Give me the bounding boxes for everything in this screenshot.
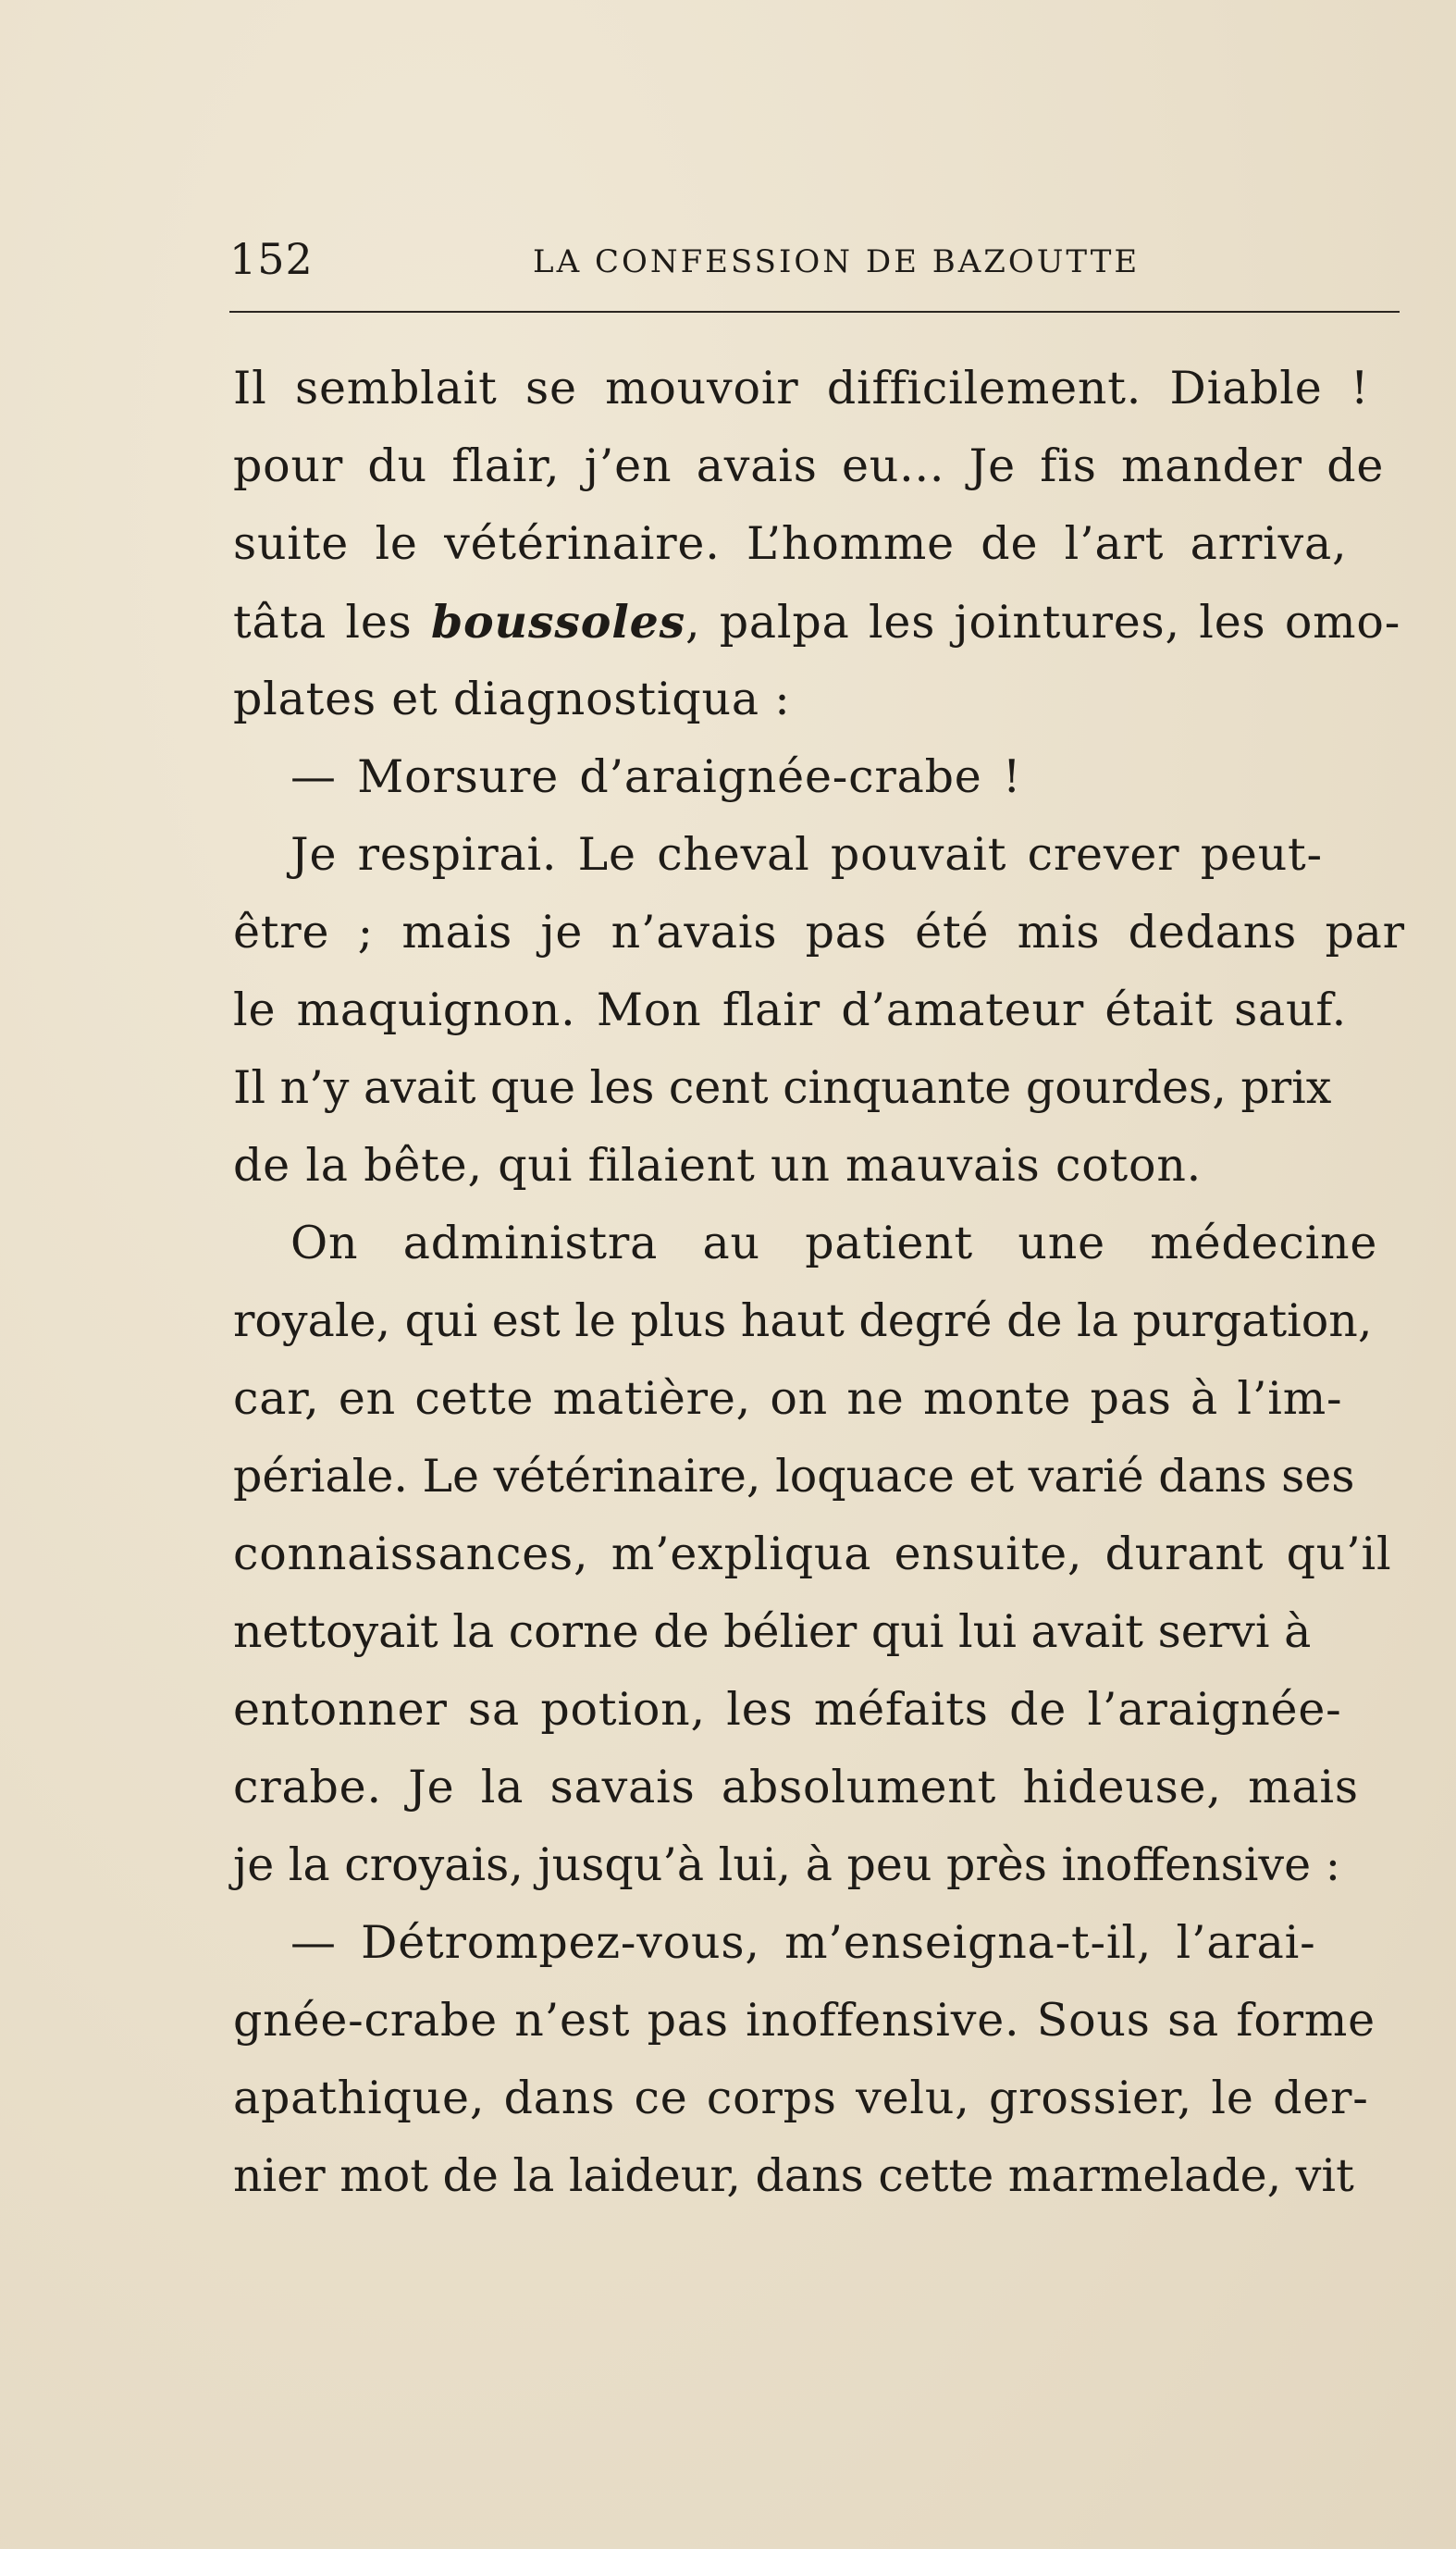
text-line: nier mot de la laideur, dans cette marmelade, vit bbox=[233, 2149, 1354, 2202]
text-line: périale. Le vétérinaire, loquace et varié dans ses bbox=[233, 1450, 1355, 1503]
page-number: 152 bbox=[229, 234, 314, 284]
text-line: être ; mais je n’avais pas été mis dedans par bbox=[233, 906, 1405, 959]
text-line: connaissances, m’expliqua ensuite, durant qu’il bbox=[233, 1528, 1392, 1580]
text-line: Il semblait se mouvoir difficilement. Diable ! bbox=[233, 362, 1370, 415]
page-header bbox=[229, 231, 1395, 287]
text-line: gnée-crabe n’est pas inoffensive. Sous sa forme bbox=[233, 1994, 1376, 2047]
text-line: crabe. Je la savais absolument hideuse, mais bbox=[233, 1761, 1359, 1813]
text-line: car, en cette matière, on ne monte pas à l’im- bbox=[233, 1372, 1343, 1425]
text-line: — Détrompez-vous, m’enseigna-t-il, l’arai- bbox=[290, 1916, 1316, 1969]
text-line: suite le vétérinaire. L’homme de l’art arriva, bbox=[233, 517, 1348, 570]
text-line bbox=[233, 583, 1417, 661]
line-text: tâta les bbox=[233, 596, 431, 649]
text-line: apathique, dans ce corps velu, grossier, le der- bbox=[233, 2072, 1369, 2124]
emphasized-word: boussoles bbox=[430, 595, 685, 649]
text-line: — Morsure d’araignée-crabe ! bbox=[290, 750, 1022, 803]
text-line: royale, qui est le plus haut degré de la purgation, bbox=[233, 1294, 1373, 1347]
text-line: plates et diagnostiqua : bbox=[233, 673, 791, 725]
text-line: entonner sa potion, les méfaits de l’araignée- bbox=[233, 1683, 1342, 1736]
text-line: le maquignon. Mon flair d’amateur était sauf. bbox=[233, 984, 1347, 1036]
text-line: pour du flair, j’en avais eu... Je fis mander de bbox=[233, 439, 1385, 492]
running-title: LA CONFESSION DE BAZOUTTE bbox=[533, 243, 1141, 280]
text-line: nettoyait la corne de bélier qui lui avait servi à bbox=[233, 1605, 1312, 1658]
line-text: , palpa les jointures, les omo- bbox=[685, 596, 1401, 649]
header-rule bbox=[229, 311, 1400, 313]
body-text bbox=[233, 350, 1417, 2215]
text-line: On administra au patient une médecine bbox=[290, 1217, 1378, 1269]
text-line: je la croyais, jusqu’à lui, à peu près inoffensive : bbox=[233, 1838, 1341, 1891]
text-line: Il n’y avait que les cent cinquante gourdes, prix bbox=[233, 1061, 1332, 1114]
text-line: Je respirai. Le cheval pouvait crever peut- bbox=[290, 828, 1323, 881]
text-line: de la bête, qui filaient un mauvais coton. bbox=[233, 1139, 1203, 1192]
